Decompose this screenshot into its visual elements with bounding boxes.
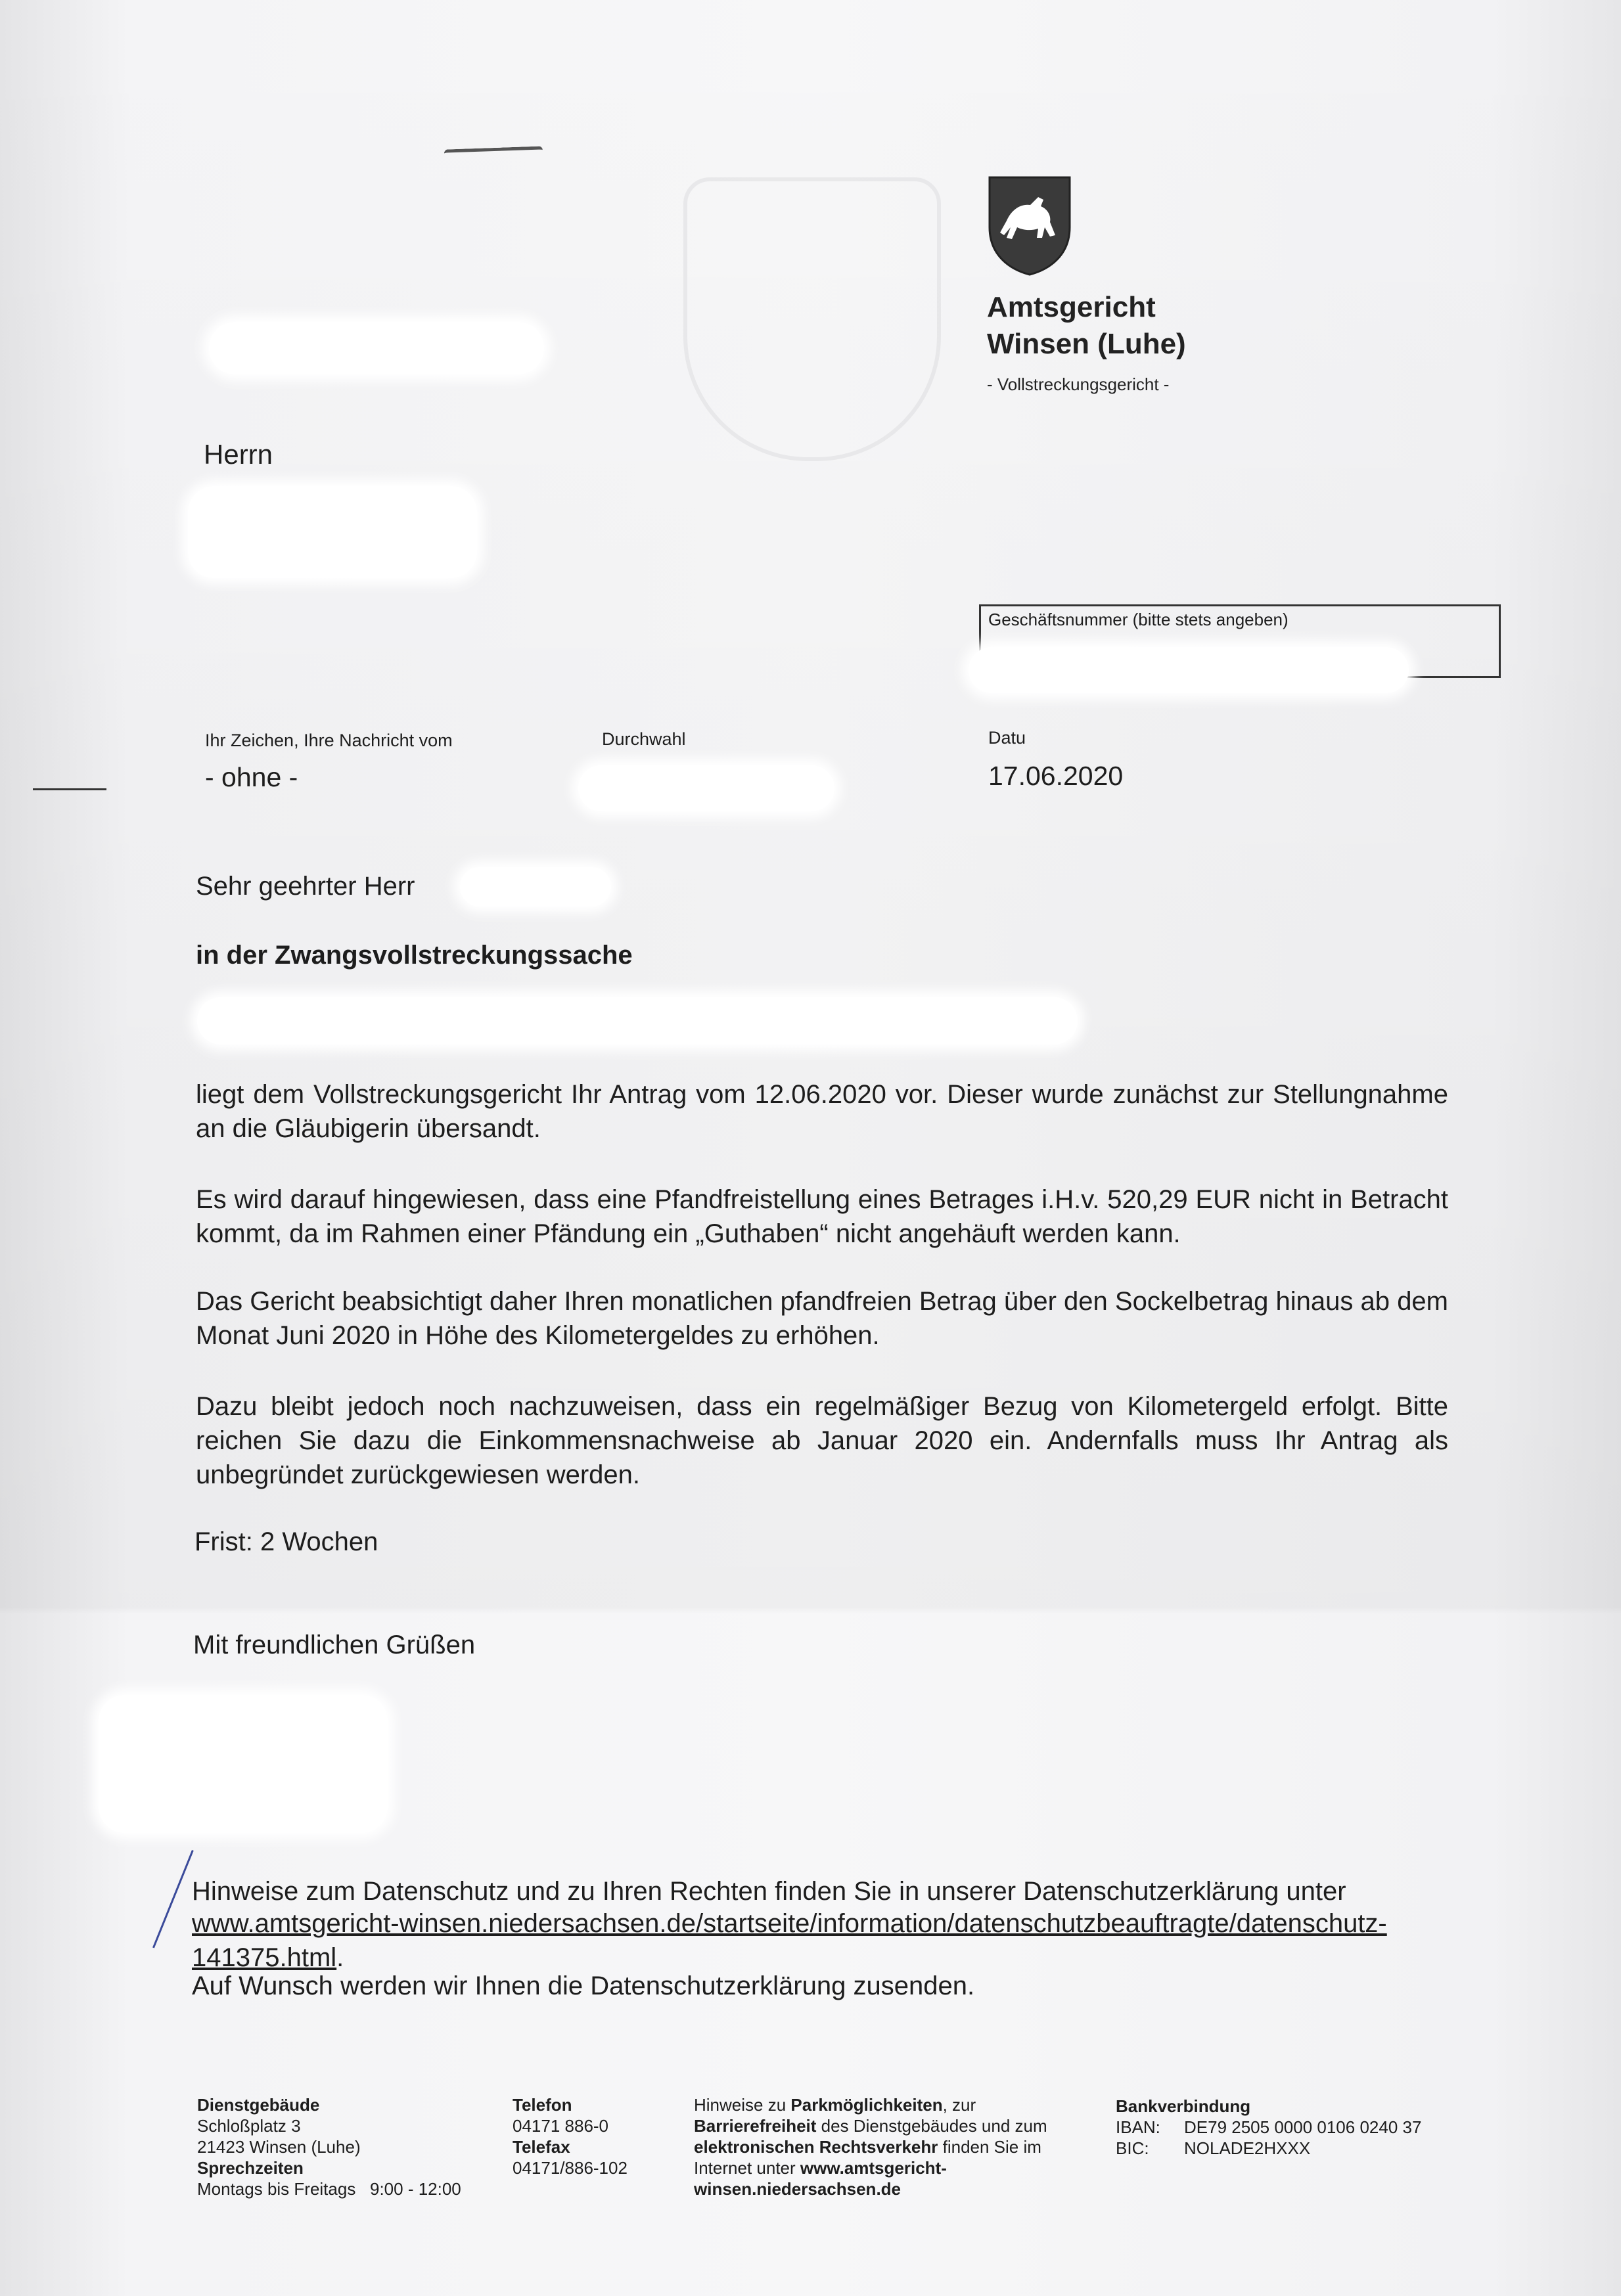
notes-text-1: Hinweise zu — [694, 2095, 791, 2115]
fold-mark — [33, 788, 106, 790]
notes-text-5: Internet unter — [694, 2158, 800, 2178]
pen-stroke — [152, 1850, 194, 1948]
fax-value: 04171/886-102 — [513, 2158, 628, 2178]
bank-label: Bankverbindung — [1116, 2096, 1251, 2116]
court-name — [987, 289, 1186, 363]
body-paragraph-1: liegt dem Vollstreckungsgericht Ihr Antrag vom 12.06.2020 vor. Dieser wurde zunächst zur Stellungnahme an die Gläubigerin übersandt. — [196, 1080, 1448, 1143]
court-name-line1: Amtsgericht — [987, 291, 1156, 323]
redacted-recipient-address — [188, 486, 477, 578]
your-reference-label: Ihr Zeichen, Ihre Nachricht vom — [205, 731, 453, 750]
staple-mark — [444, 146, 543, 159]
privacy-link-line1[interactable]: www.amtsgericht-winsen.niedersachsen.de/startseite/information/datenschutzbeauftragte/datenschutz- — [192, 1909, 1387, 1938]
bic-value: NOLADE2HXXX — [1184, 2138, 1311, 2158]
footer-building — [197, 2094, 461, 2199]
extension-label: Durchwahl — [602, 729, 686, 749]
footer-bank — [1116, 2096, 1421, 2159]
body-paragraph-4: Dazu bleibt jedoch noch nachzuweisen, dass ein regelmäßiger Bezug von Kilometergeld erfolgt. Bitte reichen Sie dazu die Einkommensnachweise ab Januar 2020 ein. Andernfalls muss Ihr Antrag als unbegründet zurückgewiesen werden. — [196, 1392, 1448, 1489]
iban-label: IBAN: — [1116, 2117, 1160, 2137]
phone-value: 04171 886-0 — [513, 2116, 609, 2136]
notes-website-2[interactable]: winsen.niedersachsen.de — [694, 2179, 902, 2199]
notes-website-1[interactable]: www.amtsgericht- — [800, 2158, 947, 2178]
date-value: 17.06.2020 — [988, 761, 1124, 791]
notes-text-4: finden Sie im — [938, 2137, 1041, 2157]
phone-label: Telefon — [513, 2095, 572, 2115]
redacted-extension — [578, 765, 834, 811]
building-street: Schloßplatz 3 — [197, 2116, 301, 2136]
redacted-case-parties — [197, 997, 1078, 1045]
bic-label: BIC: — [1116, 2138, 1149, 2158]
notes-text-2: , zur — [942, 2095, 976, 2115]
notes-text-3: des Dienstgebäudes und zum — [816, 2116, 1047, 2136]
body-paragraph-2: Es wird darauf hingewiesen, dass eine Pfandfreistellung eines Betrages i.H.v. 520,29 EUR nicht in Betracht kommt, da im Rahmen einer Pfändung ein „Guthaben“ nicht angehäuft werden kann. — [196, 1185, 1448, 1248]
redacted-recipient-name — [460, 867, 611, 907]
notes-parking: Parkmöglichkeiten — [790, 2095, 943, 2115]
notes-accessibility: Barrierefreiheit — [694, 2116, 817, 2136]
letter-salutation: Sehr geehrter Herr — [196, 872, 415, 901]
letter-subject: in der Zwangsvollstreckungssache — [196, 941, 633, 970]
privacy-link-line2[interactable]: 141375.html — [192, 1943, 337, 1972]
closing: Mit freundlichen Grüßen — [193, 1631, 476, 1659]
notes-electronic-legal: elektronischen Rechtsverkehr — [694, 2137, 938, 2157]
privacy-notice: Hinweise zum Datenschutz und zu Ihren Rechten finden Sie in unserer Datenschutzerklärung unter — [192, 1877, 1346, 1906]
deadline: Frist: 2 Wochen — [194, 1527, 378, 1556]
court-name-line2: Winsen (Luhe) — [987, 328, 1186, 360]
building-label: Dienstgebäude — [197, 2095, 320, 2115]
court-subtitle: - Vollstreckungsgericht - — [987, 374, 1170, 394]
body-paragraph-3: Das Gericht beabsichtigt daher Ihren monatlichen pfandfreien Betrag über den Sockelbetrag hinaus ab dem Monat Juni 2020 in Höhe des Kilometergeldes zu erhöhen. — [196, 1287, 1448, 1350]
fax-label: Telefax — [513, 2137, 570, 2157]
your-reference-value: - ohne - — [205, 762, 298, 792]
footer-notes — [694, 2094, 1101, 2199]
redacted-reference-number — [969, 647, 1409, 693]
redacted-sender — [209, 322, 544, 374]
hours-value: Montags bis Freitags 9:00 - 12:00 — [197, 2179, 461, 2199]
iban-value: DE79 2505 0000 0106 0240 37 — [1184, 2117, 1422, 2137]
footer-contact — [513, 2094, 628, 2178]
privacy-note: Auf Wunsch werden wir Ihnen die Datenschutzerklärung zusenden. — [192, 1971, 975, 2000]
coat-of-arms-icon — [987, 175, 1072, 276]
building-city: 21423 Winsen (Luhe) — [197, 2137, 361, 2157]
privacy-link[interactable] — [192, 1906, 1447, 1975]
recipient-salutation: Herrn — [204, 439, 273, 470]
hours-label: Sprechzeiten — [197, 2158, 304, 2178]
privacy-link-suffix: . — [336, 1943, 344, 1972]
reverse-side-seal-ghost — [683, 177, 941, 461]
reference-number-label: Geschäftsnummer (bitte stets angeben) — [988, 610, 1289, 629]
date-label: Datu — [988, 728, 1026, 748]
redacted-signature — [99, 1695, 388, 1833]
